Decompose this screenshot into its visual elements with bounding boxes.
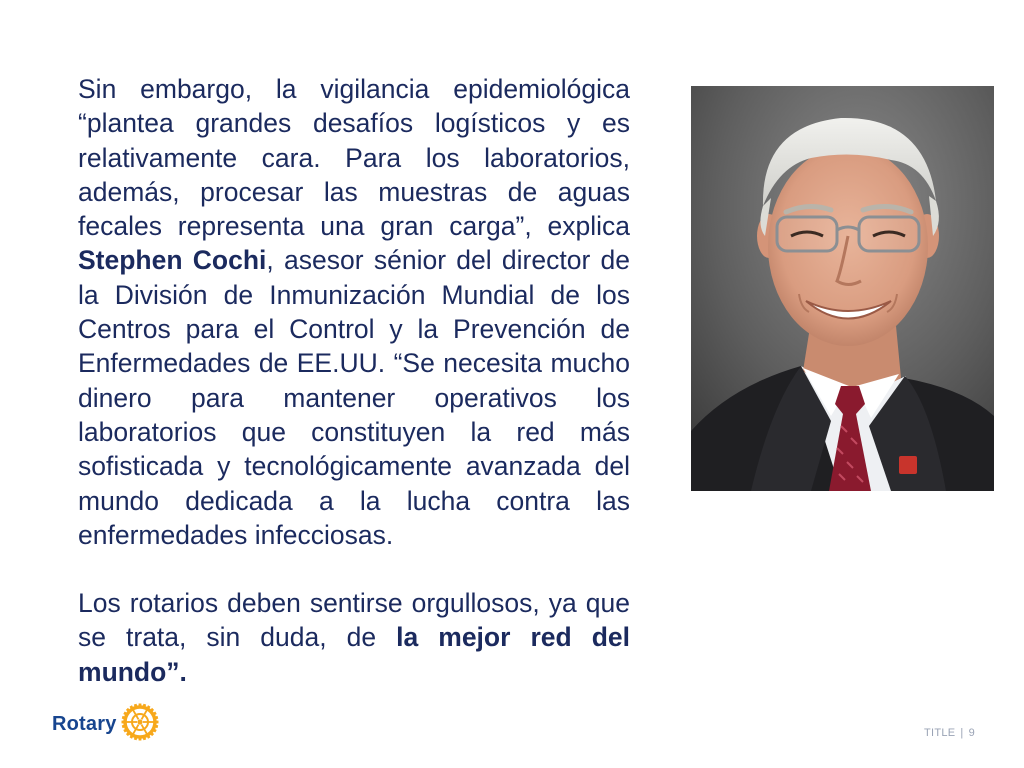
paragraph-quote-lead: Sin embargo, la vigilancia epidemiológica “plantea grandes desafíos logísticos y es relativamente cara. Para los laboratorios, además, procesar las muestras de aguas fecales representa una gran carga”, explica — [78, 74, 630, 242]
footer — [924, 727, 975, 739]
footer-separator: | — [960, 727, 964, 739]
paragraph-conclusion — [78, 586, 630, 689]
rotary-wheel-icon — [120, 702, 160, 747]
paragraph-quote — [78, 72, 630, 552]
paragraph-conclusion-lead: Los rotarios deben sentirse orgullosos, ya que se trata, sin duda, de — [78, 588, 630, 653]
footer-title: TITLE — [923, 727, 956, 739]
portrait-photo — [691, 86, 994, 491]
rotary-wordmark: Rotary — [52, 712, 117, 735]
rotary-logo — [52, 704, 160, 744]
paragraph-quote-rest: , asesor sénior del director de la División de Inmunización Mundial de los Centros para el Control y la Prevención de Enfermedades de EE.UU. “Se necesita mucho dinero para mantener operativos los laboratorios que constituyen la red más sofisticada y tecnológicamente avanzada del mundo dedicada a la lucha contra las enfermedades infecciosas. — [78, 245, 631, 550]
speaker-name: Stephen Cochi — [78, 245, 267, 276]
body-text — [78, 72, 630, 689]
paragraph-conclusion-bold: la mejor red del mundo”. — [78, 622, 630, 687]
page-number: 9 — [968, 727, 975, 739]
